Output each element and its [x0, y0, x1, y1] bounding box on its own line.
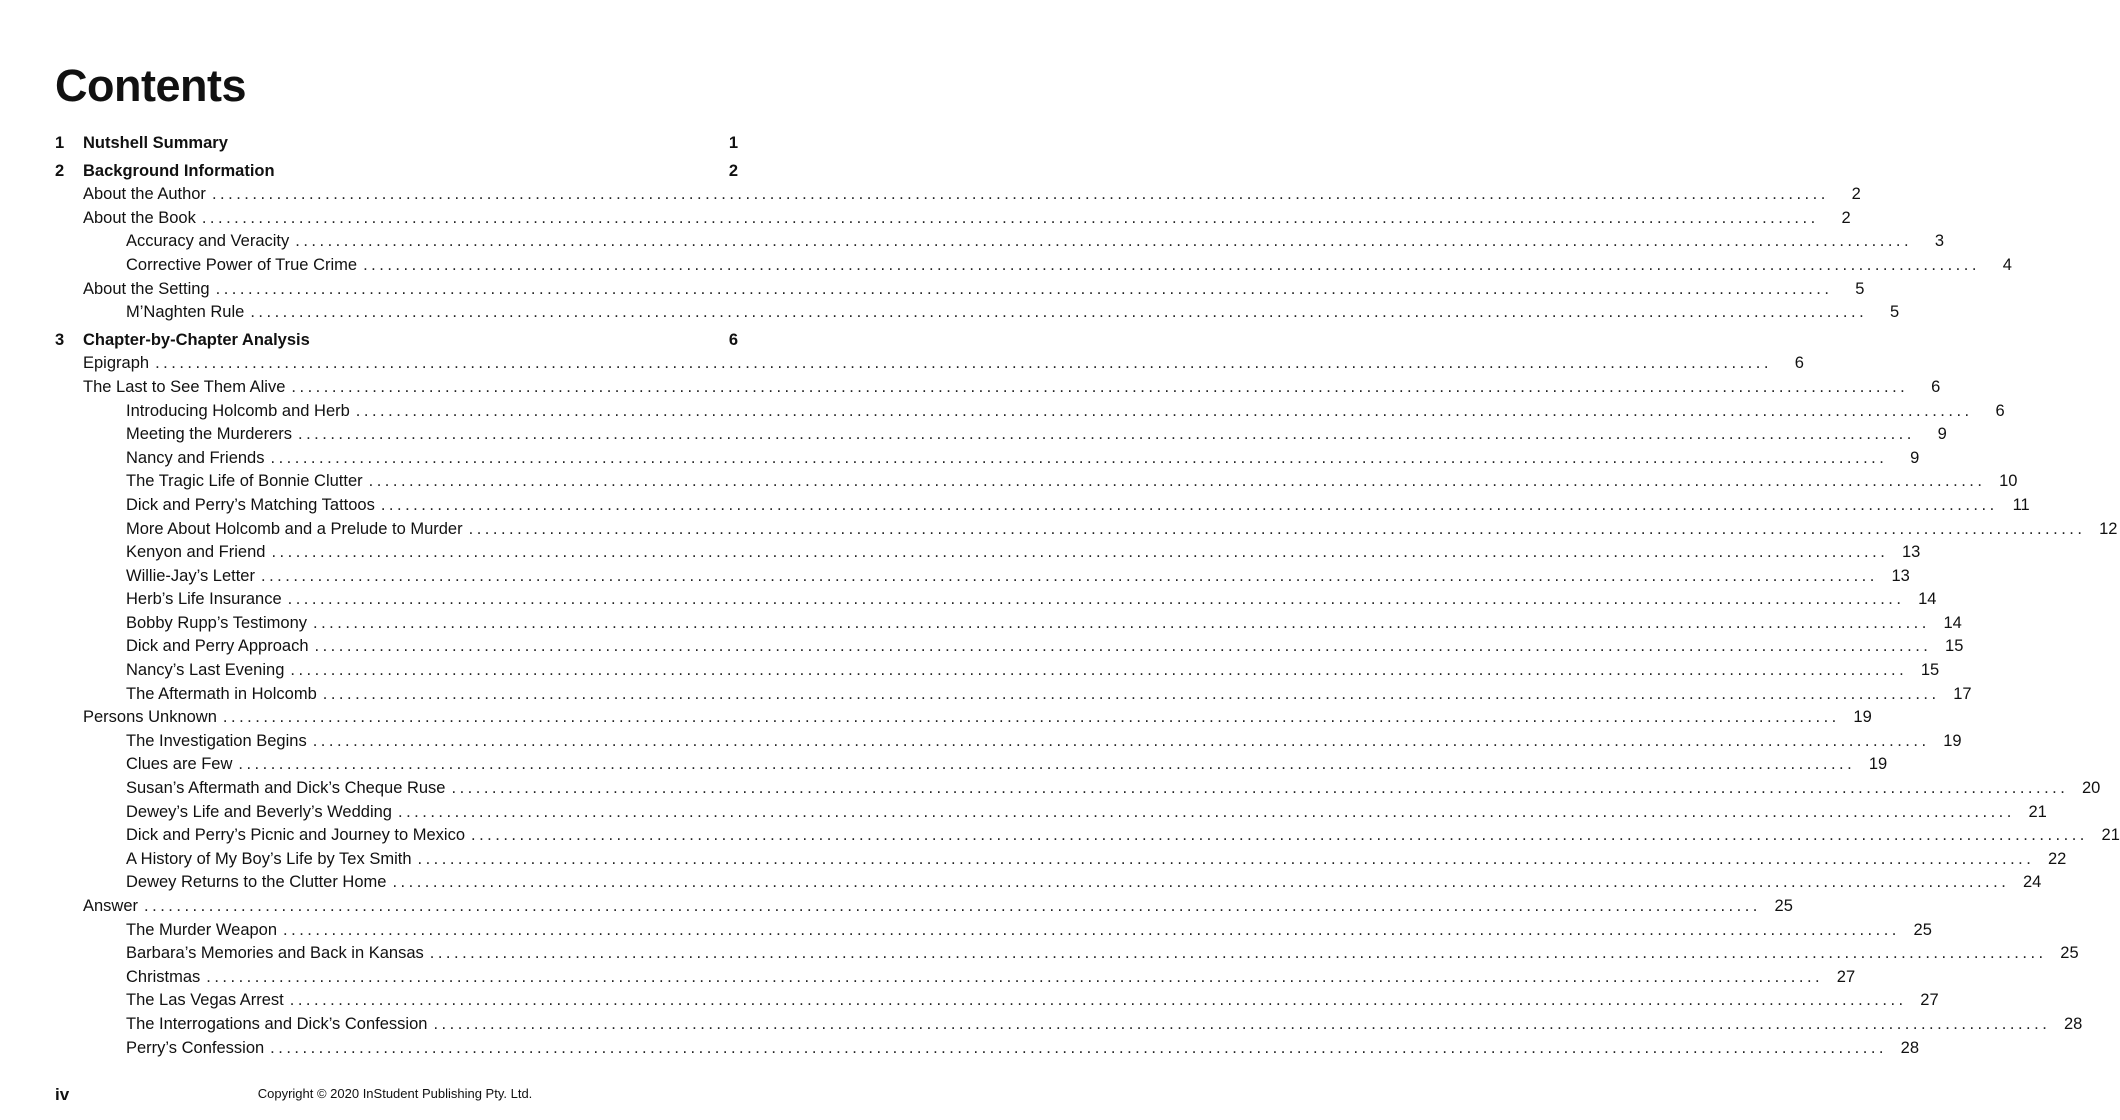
toc-page-number: 3: [1934, 232, 1945, 251]
toc-subsection-row[interactable]: [55, 659, 1940, 683]
toc-page-number: 15: [1920, 661, 1940, 680]
toc-subsection-row[interactable]: [55, 470, 2018, 494]
toc-entry-title: The Investigation Begins: [126, 731, 307, 750]
toc-subsection-row[interactable]: [55, 989, 1939, 1013]
toc-subsection-row[interactable]: [55, 824, 2120, 848]
toc-page-number: 6: [1794, 354, 1804, 373]
toc-entry-title: Herb’s Life Insurance: [126, 590, 282, 609]
toc-entry-title: Background Information: [83, 161, 275, 180]
page-title: Contents: [55, 60, 246, 111]
toc-dot-leader: ........................................................................................................................................................................................................: [380, 495, 1998, 514]
table-of-contents: [55, 132, 2120, 1060]
copyright-notice: Copyright © 2020 InStudent Publishing Pty. Ltd.: [257, 1086, 533, 1101]
toc-dot-leader: ........................................................................................................................................................................................................: [313, 613, 1930, 632]
toc-page-number: 2: [1841, 208, 1851, 227]
toc-page-number: 5: [1855, 279, 1865, 298]
toc-page-number: 19: [1943, 731, 1962, 750]
toc-page-number: 6: [1931, 377, 1941, 396]
toc-dot-leader: ........................................................................................................................................................................................................: [287, 590, 1905, 609]
toc-entry-title: Nancy’s Last Evening: [126, 661, 285, 680]
toc-dot-leader: ........................................................................................................................................................................................................: [363, 255, 1980, 274]
toc-entry-title: The Last to See Them Alive: [83, 377, 286, 396]
toc-dot-leader: ........................................................................................................................................................................................................: [155, 354, 1772, 373]
toc-dot-leader: ........................................................................................................................................................................................................: [238, 755, 1856, 774]
toc-dot-leader: ........................................................................................................................................................................................................: [211, 185, 1829, 204]
toc-subsection-row[interactable]: [55, 518, 2118, 542]
toc-dot-leader: ........................................................................................................................................................................................................: [433, 1014, 2051, 1033]
toc-dot-leader: ........................................................................................................................................................................................................: [312, 731, 1930, 750]
toc-subsection-row[interactable]: [55, 683, 1972, 707]
toc-entry-title: Nancy and Friends: [126, 448, 265, 467]
toc-section-row[interactable]: [55, 278, 1865, 302]
toc-subsection-row[interactable]: [55, 966, 1856, 990]
toc-entry-title: Corrective Power of True Crime: [126, 255, 358, 274]
toc-subsection-row[interactable]: [55, 730, 1962, 754]
toc-entry-title: Dick and Perry Approach: [126, 637, 309, 656]
toc-page-number: 21: [2101, 826, 2120, 845]
toc-section-row[interactable]: [55, 183, 1861, 207]
toc-page-number: 6: [728, 330, 738, 349]
toc-dot-leader: ........................................................................................................................................................................................................: [271, 543, 1889, 562]
toc-subsection-row[interactable]: [55, 612, 1962, 636]
toc-dot-leader: ........................................................................................................................................................................................................: [451, 779, 2069, 798]
toc-page-number: 25: [2060, 944, 2079, 963]
toc-dot-leader: ........................................................................................................................................................................................................: [260, 566, 1878, 585]
toc-subsection-row[interactable]: [55, 919, 1932, 943]
toc-entry-title: Persons Unknown: [83, 708, 217, 727]
toc-subsection-row[interactable]: [55, 541, 1921, 565]
toc-entry-title: Christmas: [126, 967, 201, 986]
toc-page-number: 21: [2028, 802, 2047, 821]
toc-dot-leader: ........................................................................................................................................................................................................: [298, 425, 1915, 444]
toc-dot-leader: ........................................................................................................................................................................................................: [429, 944, 2047, 963]
toc-entry-title: The Interrogations and Dick’s Confession: [126, 1014, 428, 1033]
toc-page-number: 20: [2082, 779, 2101, 798]
toc-entry-title: M’Naghten Rule: [126, 303, 245, 322]
toc-entry-title: Clues are Few: [126, 755, 233, 774]
toc-page-number: 9: [1910, 448, 1920, 467]
toc-subsection-row[interactable]: [55, 1037, 1920, 1061]
toc-dot-leader: ........................................................................................................................................................................................................: [471, 826, 2088, 845]
toc-entry-title: Accuracy and Veracity: [126, 232, 290, 251]
toc-dot-leader: ........................................................................................................................................................................................................: [322, 684, 1940, 703]
toc-page-number: 27: [1836, 967, 1856, 986]
toc-page-number: 27: [1920, 991, 1939, 1010]
toc-subsection-row[interactable]: [55, 635, 1964, 659]
toc-dot-leader: ........................................................................................................................................................................................................: [314, 637, 1932, 656]
toc-subsection-row[interactable]: [55, 254, 2012, 278]
toc-page-number: 25: [1913, 920, 1932, 939]
toc-chapter-row[interactable]: [55, 160, 738, 184]
toc-dot-leader: ........................................................................................................................................................................................................: [270, 448, 1888, 467]
toc-entry-title: Dick and Perry’s Picnic and Journey to Mexico: [126, 826, 466, 845]
toc-subsection-row[interactable]: [55, 871, 2042, 895]
toc-page-number: 2: [728, 161, 738, 180]
toc-entry-title: Nutshell Summary: [83, 134, 228, 152]
toc-page-number: 22: [2048, 849, 2067, 868]
toc-entry-title: Dewey’s Life and Beverly’s Wedding: [126, 802, 392, 821]
toc-subsection-row[interactable]: [55, 777, 2101, 801]
toc-page-number: 4: [2002, 255, 2012, 274]
toc-page-number: 12: [2099, 519, 2118, 538]
toc-dot-leader: ........................................................................................................................................................................................................: [355, 401, 1973, 420]
toc-dot-leader: ........................................................................................................................................................................................................: [290, 661, 1908, 680]
toc-dot-leader: ........................................................................................................................................................................................................: [392, 873, 2010, 892]
toc-dot-leader: ........................................................................................................................................................................................................: [368, 472, 1986, 491]
toc-page-number: 14: [1918, 590, 1937, 609]
toc-page-number: 1: [728, 134, 738, 152]
toc-entry-title: More About Holcomb and a Prelude to Murder: [126, 519, 463, 538]
toc-entry-title: Chapter-by-Chapter Analysis: [83, 330, 310, 349]
toc-dot-leader: ........................................................................................................................................................................................................: [417, 849, 2035, 868]
toc-subsection-row[interactable]: [55, 942, 2079, 966]
toc-page-number: 13: [1901, 543, 1921, 562]
toc-entry-title: About the Book: [83, 208, 196, 227]
toc-entry-title: Introducing Holcomb and Herb: [126, 401, 350, 420]
toc-subsection-row[interactable]: [55, 801, 2047, 825]
toc-subsection-row[interactable]: [55, 301, 1900, 325]
toc-dot-leader: ........................................................................................................................................................................................................: [468, 519, 2086, 538]
toc-dot-leader: ........................................................................................................................................................................................................: [250, 303, 1868, 322]
toc-dot-leader: ........................................................................................................................................................................................................: [222, 708, 1840, 727]
toc-chapter-row[interactable]: [55, 132, 738, 156]
toc-subsection-row[interactable]: [55, 848, 2067, 872]
toc-entry-title: Meeting the Murderers: [126, 425, 292, 444]
toc-entry-title: The Tragic Life of Bonnie Clutter: [126, 472, 363, 491]
toc-entry-title: Barbara’s Memories and Back in Kansas: [126, 944, 424, 963]
toc-dot-leader: ........................................................................................................................................................................................................: [289, 991, 1907, 1010]
toc-page-number: 28: [2063, 1014, 2083, 1033]
toc-page-number: 5: [1889, 303, 1900, 322]
toc-page-number: 13: [1891, 566, 1910, 585]
toc-page-number: 19: [1853, 708, 1872, 727]
toc-subsection-row[interactable]: [55, 588, 1937, 612]
toc-dot-leader: ........................................................................................................................................................................................................: [215, 279, 1833, 298]
toc-page-number: 25: [1774, 897, 1793, 915]
toc-entry-title: Perry’s Confession: [126, 1038, 265, 1057]
toc-chapter-number: 2: [55, 161, 65, 180]
page-number: iv: [55, 1085, 70, 1104]
toc-page-number: 10: [1999, 472, 2018, 491]
toc-dot-leader: ........................................................................................................................................................................................................: [295, 232, 1913, 251]
toc-section-row[interactable]: [55, 376, 1941, 400]
toc-section-row[interactable]: [55, 706, 1872, 730]
toc-subsection-row[interactable]: [55, 400, 2005, 424]
toc-subsection-row[interactable]: [55, 494, 2030, 518]
toc-dot-leader: ........................................................................................................................................................................................................: [283, 920, 1900, 939]
toc-entry-title: Epigraph: [83, 354, 150, 373]
toc-entry-title: Dewey Returns to the Clutter Home: [126, 873, 387, 892]
toc-entry-title: Kenyon and Friend: [126, 543, 266, 562]
toc-page-number: 6: [1995, 401, 2005, 420]
toc-entry-title: A History of My Boy’s Life by Tex Smith: [126, 849, 412, 868]
toc-subsection-row[interactable]: [55, 1013, 2083, 1037]
toc-chapter-number: 3: [55, 330, 65, 349]
toc-subsection-row[interactable]: [55, 753, 1888, 777]
toc-entry-title: The Aftermath in Holcomb: [126, 684, 317, 703]
toc-subsection-row[interactable]: [55, 230, 1945, 254]
toc-entry-title: Dick and Perry’s Matching Tattoos: [126, 495, 375, 514]
toc-page-number: 14: [1943, 613, 1962, 632]
toc-page-number: 2: [1851, 185, 1861, 204]
toc-dot-leader: ........................................................................................................................................................................................................: [397, 802, 2015, 821]
toc-dot-leader: ........................................................................................................................................................................................................: [201, 208, 1819, 227]
toc-entry-title: Answer: [83, 897, 139, 915]
toc-entry-title: About the Author: [83, 185, 206, 204]
toc-dot-leader: ........................................................................................................................................................................................................: [206, 967, 1824, 986]
toc-entry-title: Willie-Jay’s Letter: [126, 566, 255, 585]
toc-entry-title: The Las Vegas Arrest: [126, 991, 284, 1010]
toc-subsection-row[interactable]: [55, 423, 1947, 447]
toc-section-row[interactable]: [55, 352, 1804, 376]
toc-page-number: 24: [2022, 873, 2042, 892]
toc-dot-leader: ........................................................................................................................................................................................................: [291, 377, 1909, 396]
toc-section-row[interactable]: [55, 895, 1793, 919]
toc-page-number: 19: [1868, 755, 1888, 774]
toc-entry-title: Bobby Rupp’s Testimony: [126, 613, 307, 632]
toc-chapter-number: 1: [55, 134, 65, 152]
toc-dot-leader: ........................................................................................................................................................................................................: [270, 1038, 1888, 1057]
toc-page-number: 11: [2012, 495, 2030, 514]
toc-page-number: 9: [1937, 425, 1947, 444]
toc-chapter-row[interactable]: [55, 329, 738, 353]
toc-page-number: 28: [1900, 1038, 1920, 1057]
toc-subsection-row[interactable]: [55, 565, 1910, 589]
toc-subsection-row[interactable]: [55, 447, 1920, 471]
toc-entry-title: About the Setting: [83, 279, 210, 298]
toc-page-number: 15: [1945, 637, 1964, 656]
toc-page-number: 17: [1953, 684, 1972, 703]
toc-entry-title: The Murder Weapon: [126, 920, 278, 939]
toc-entry-title: Susan’s Aftermath and Dick’s Cheque Ruse: [126, 779, 446, 798]
toc-dot-leader: ........................................................................................................................................................................................................: [144, 897, 1761, 915]
toc-section-row[interactable]: [55, 207, 1851, 231]
